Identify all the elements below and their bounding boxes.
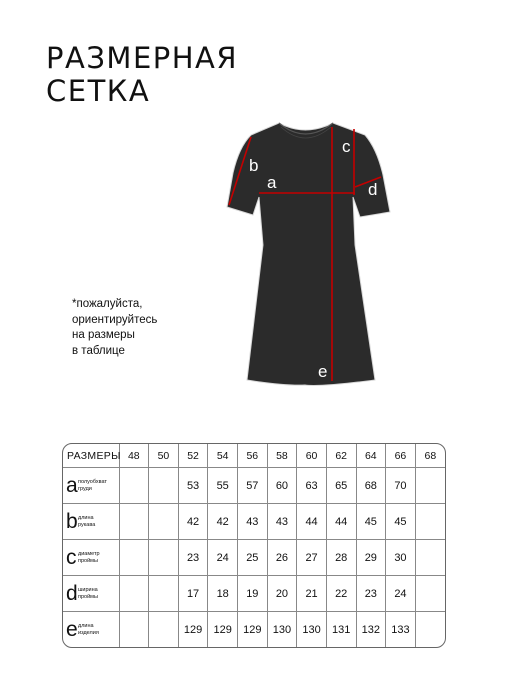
row-letter: b <box>66 509 78 533</box>
row-description-line-1: полуобхват <box>78 479 107 486</box>
note-line-4: в таблице <box>72 344 125 357</box>
table-cell: 21 <box>297 576 327 612</box>
table-cell: 43 <box>267 504 297 540</box>
row-description-line-2: проймы <box>78 593 98 600</box>
row-description <box>78 587 98 600</box>
row-description <box>78 479 107 492</box>
size-header-row <box>63 444 445 468</box>
row-label-cell <box>63 612 119 647</box>
table-cell: 23 <box>356 576 386 612</box>
row-label-cell <box>63 468 119 504</box>
size-header-cell: 54 <box>208 444 238 468</box>
note-line-1: *пожалуйста, <box>72 298 143 310</box>
row-label-cell <box>63 540 119 576</box>
row-description-line-1: длина <box>78 623 94 630</box>
label-c: c <box>342 137 351 156</box>
row-description-line-2: груди <box>78 485 92 492</box>
table-cell: 23 <box>178 540 208 576</box>
table-cell: 55 <box>208 468 238 504</box>
table-cell: 18 <box>208 576 238 612</box>
table-row <box>63 468 445 504</box>
label-d: d <box>368 180 378 199</box>
table-cell: 130 <box>267 612 297 647</box>
table-cell: 57 <box>238 468 268 504</box>
table-cell: 45 <box>386 504 416 540</box>
label-a: a <box>267 173 277 192</box>
row-description <box>78 515 95 528</box>
table-cell <box>119 540 149 576</box>
table-cell: 30 <box>386 540 416 576</box>
size-header-cell: 48 <box>119 444 149 468</box>
size-note <box>72 297 157 359</box>
table-cell: 131 <box>326 612 356 647</box>
table-cell <box>149 468 179 504</box>
dress-diagram <box>215 115 395 390</box>
row-description-line-1: диаметр <box>78 551 100 558</box>
table-cell: 42 <box>178 504 208 540</box>
size-header-cell: 56 <box>238 444 268 468</box>
label-b: b <box>249 156 259 175</box>
table-cell: 26 <box>267 540 297 576</box>
size-header-cell: 50 <box>149 444 179 468</box>
table-cell: 43 <box>238 504 268 540</box>
table-cell: 22 <box>326 576 356 612</box>
size-table <box>62 443 446 648</box>
table-cell <box>119 468 149 504</box>
title-line-1: РАЗМЕРНАЯ <box>46 41 239 75</box>
table-cell: 68 <box>356 468 386 504</box>
note-line-3: на размеры <box>72 329 135 341</box>
table-cell: 44 <box>297 504 327 540</box>
size-table-grid <box>63 444 445 647</box>
table-cell: 29 <box>356 540 386 576</box>
size-header-cell: 64 <box>356 444 386 468</box>
table-cell: 129 <box>208 612 238 647</box>
row-letter: e <box>66 617 78 641</box>
table-cell: 28 <box>326 540 356 576</box>
size-header-cell: 60 <box>297 444 327 468</box>
table-cell: 44 <box>326 504 356 540</box>
table-cell <box>119 576 149 612</box>
page-title <box>46 42 238 108</box>
table-cell: 25 <box>238 540 268 576</box>
table-cell: 45 <box>356 504 386 540</box>
row-description-line-2: проймы <box>78 557 98 564</box>
table-cell: 17 <box>178 576 208 612</box>
size-header-cell: 66 <box>386 444 416 468</box>
table-cell: 53 <box>178 468 208 504</box>
table-row <box>63 612 445 647</box>
row-letter: a <box>66 473 78 497</box>
row-label-cell <box>63 504 119 540</box>
table-cell: 27 <box>297 540 327 576</box>
table-cell: 70 <box>386 468 416 504</box>
table-cell <box>415 504 445 540</box>
sizes-header-label: РАЗМЕРЫ <box>63 444 119 468</box>
note-line-2: ориентируйтесь <box>72 313 158 326</box>
table-cell: 24 <box>208 540 238 576</box>
table-row <box>63 576 445 612</box>
table-cell: 130 <box>297 612 327 647</box>
size-header-cell: 52 <box>178 444 208 468</box>
size-header-cell: 68 <box>415 444 445 468</box>
row-description-line-2: рукава <box>78 521 96 528</box>
row-description-line-1: длина <box>78 515 94 522</box>
table-cell <box>149 576 179 612</box>
table-cell <box>415 540 445 576</box>
row-label-cell <box>63 576 119 612</box>
table-cell: 20 <box>267 576 297 612</box>
table-cell <box>149 540 179 576</box>
size-header-cell: 58 <box>267 444 297 468</box>
table-cell <box>415 468 445 504</box>
row-letter: c <box>66 545 77 569</box>
table-cell: 19 <box>238 576 268 612</box>
table-cell: 24 <box>386 576 416 612</box>
table-cell <box>149 504 179 540</box>
table-cell <box>149 612 179 647</box>
table-cell: 132 <box>356 612 386 647</box>
table-cell <box>415 576 445 612</box>
table-cell <box>415 612 445 647</box>
label-e: e <box>318 362 328 381</box>
table-cell <box>119 612 149 647</box>
row-letter: d <box>66 581 78 605</box>
row-description-line-2: изделия <box>78 629 99 636</box>
title-line-2: СЕТКА <box>46 74 151 108</box>
table-row <box>63 540 445 576</box>
table-cell: 129 <box>178 612 208 647</box>
row-description <box>78 623 99 636</box>
table-cell: 42 <box>208 504 238 540</box>
table-cell <box>119 504 149 540</box>
table-row <box>63 504 445 540</box>
row-description-line-1: ширина <box>78 587 98 594</box>
table-cell: 60 <box>267 468 297 504</box>
table-cell: 133 <box>386 612 416 647</box>
size-header-cell: 62 <box>326 444 356 468</box>
row-description <box>78 551 100 564</box>
table-cell: 129 <box>238 612 268 647</box>
table-cell: 63 <box>297 468 327 504</box>
table-cell: 65 <box>326 468 356 504</box>
